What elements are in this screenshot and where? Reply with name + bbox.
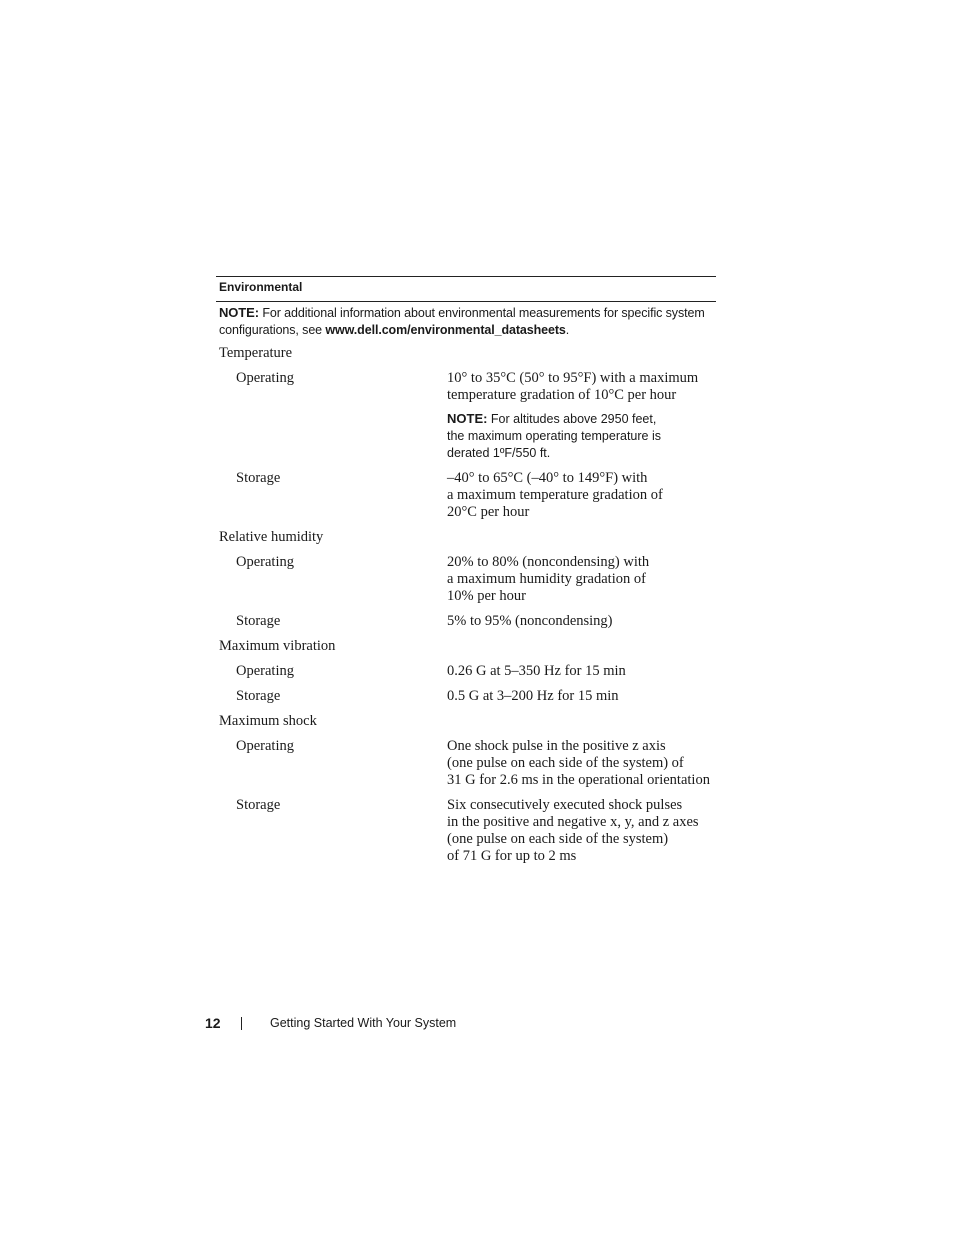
note-label: NOTE: xyxy=(219,305,259,320)
page-number: 12 xyxy=(205,1015,221,1031)
category-temperature: Temperature xyxy=(219,345,293,361)
row-value: Six consecutively executed shock pulses in the positive and negative x, y, and z axes (one pulse on each side of the system) of 71 G for up to 2 ms xyxy=(447,797,699,864)
altitude-note-label: NOTE: xyxy=(447,411,488,426)
row-value: 20% to 80% (noncondensing) with a maximum humidity gradation of 10% per hour xyxy=(447,554,650,604)
row-label: Operating xyxy=(236,370,294,386)
note-text: For additional information about environmental measurements for specific system configurations, see xyxy=(219,306,705,337)
altitude-note-text: For altitudes above 2950 feet, the maximum operating temperature is derated 1ºF/550 ft. xyxy=(447,412,661,460)
spec-row xyxy=(216,738,716,789)
row-label: Storage xyxy=(236,797,281,813)
category-relative-humidity: Relative humidity xyxy=(219,529,324,545)
datasheets-url: www.dell.com/environmental_datasheets xyxy=(325,323,566,337)
row-label: Storage xyxy=(236,688,281,704)
footer-title: Getting Started With Your System xyxy=(270,1016,457,1030)
spec-row xyxy=(216,370,716,462)
spec-row xyxy=(216,613,716,630)
row-label: Storage xyxy=(236,470,281,486)
altitude-note xyxy=(447,410,716,462)
note-end: . xyxy=(565,323,570,337)
row-value: One shock pulse in the positive z axis (one pulse on each side of the system) of 31 G for 2.6 ms in the operational orientation xyxy=(447,738,710,788)
environmental-note xyxy=(216,302,716,339)
row-label: Operating xyxy=(236,663,294,679)
category-maximum-shock: Maximum shock xyxy=(219,713,317,729)
category-maximum-vibration: Maximum vibration xyxy=(219,638,336,654)
spec-row xyxy=(216,688,716,705)
page-footer xyxy=(205,1015,456,1031)
spec-row xyxy=(216,470,716,521)
environmental-spec-table xyxy=(216,276,716,873)
footer-separator xyxy=(241,1017,242,1030)
row-label: Operating xyxy=(236,738,294,754)
row-value-group xyxy=(447,370,716,462)
row-value: –40° to 65°C (–40° to 149°F) with a maximum temperature gradation of 20°C per hour xyxy=(447,470,663,520)
row-label: Operating xyxy=(236,554,294,570)
row-value: 0.5 G at 3–200 Hz for 15 min xyxy=(447,688,619,704)
spec-row xyxy=(216,554,716,605)
spec-row xyxy=(216,797,716,865)
row-label: Storage xyxy=(236,613,281,629)
row-value: 5% to 95% (noncondensing) xyxy=(447,613,613,629)
row-value: 10° to 35°C (50° to 95°F) with a maximum temperature gradation of 10°C per hour xyxy=(447,370,699,403)
row-value: 0.26 G at 5–350 Hz for 15 min xyxy=(447,663,626,679)
spec-row xyxy=(216,663,716,680)
table-header: Environmental xyxy=(216,277,716,302)
